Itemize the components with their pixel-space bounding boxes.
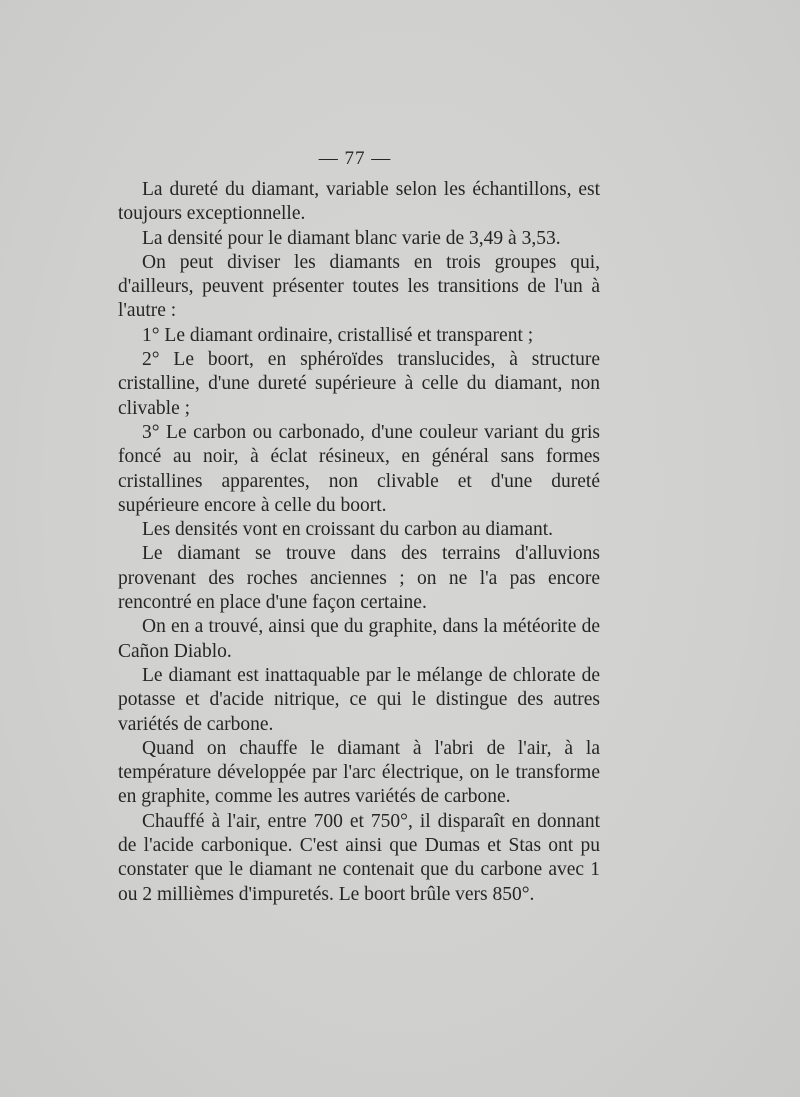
paragraph-hardness: La dureté du diamant, variable selon les échantillons, est toujours exceptionnelle.: [118, 179, 600, 225]
paragraph-densities: Les densités vont en croissant du carbon au diamant.: [142, 519, 554, 541]
paragraph-density: La densité pour le diamant blanc varie de 3,49 à 3,53.: [142, 227, 561, 249]
body-text: [118, 178, 600, 907]
paragraph-graphite-transformation: Quand on chauffe le diamant à l'abri de l'air, à la température développée par l'arc électrique, on le transforme en graphite, comme les autres variétés de carbone.: [118, 737, 600, 808]
page-number: — 77 —: [318, 148, 392, 169]
paragraph-group-2: 2° Le boort, en sphéroïdes translucides, à structure cristalline, d'une dureté supérieure à celle du diamant, non clivable ;: [118, 349, 600, 419]
paragraph-occurrence: Le diamant se trouve dans des terrains d'alluvions provenant des roches anciennes ; on ne l'a pas encore rencontré en place d'une façon certaine.: [118, 543, 600, 614]
paragraph-group-1: 1° Le diamant ordinaire, cristallisé et transparent ;: [142, 324, 534, 346]
paragraph-groups-intro: On peut diviser les diamants en trois groupes qui, d'ailleurs, peuvent présenter toutes les transitions de l'un à l'autre :: [118, 251, 600, 322]
paragraph-chemical-resistance: Le diamant est inattaquable par le mélange de chlorate de potasse et d'acide nitrique, ce qui le distingue des autres variétés de carbone.: [118, 664, 600, 735]
paragraph-combustion: Chauffé à l'air, entre 700 et 750°, il disparaît en donnant de l'acide carbonique. C'est ainsi que Dumas et Stas ont pu constater que le diamant ne contenait que du carbone avec 1 ou 2 millièmes d'impuretés. Le boort brûle vers 850°.: [118, 810, 600, 905]
paragraph-group-3: 3° Le carbon ou carbonado, d'une couleur variant du gris foncé au noir, à éclat résineux, en général sans formes cristallines apparentes, non clivable et d'une dureté supérieure encore à celle du boort.: [118, 421, 600, 516]
paragraph-meteorite: On en a trouvé, ainsi que du graphite, dans la météorite de Cañon Diablo.: [118, 616, 600, 662]
